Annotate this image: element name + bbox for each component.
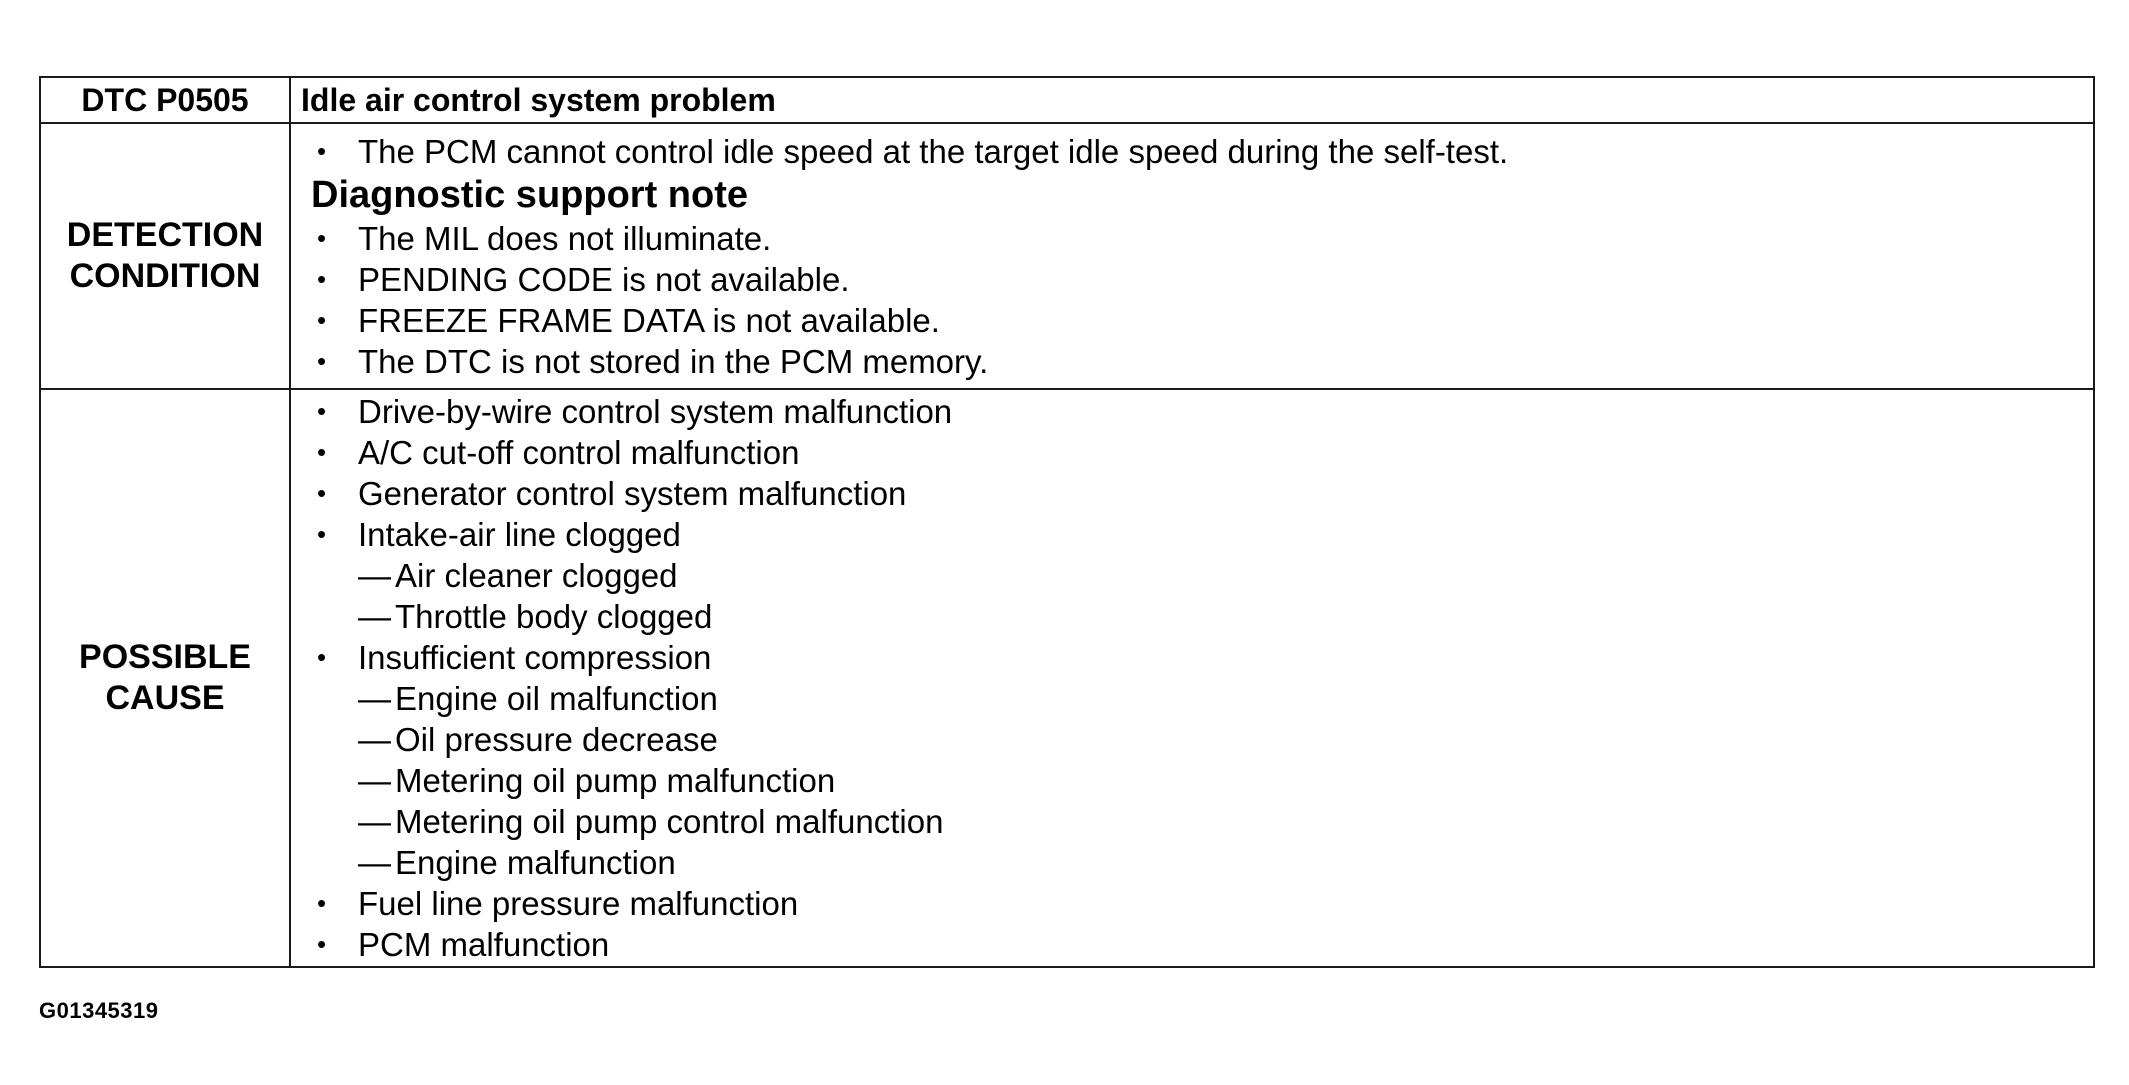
dash-icon: —	[358, 803, 391, 840]
cause-sub-item-text: Engine oil malfunction	[395, 680, 718, 717]
bullet-icon: •	[317, 437, 327, 467]
bullet-icon: •	[317, 519, 327, 549]
cause-item-text: Drive-by-wire control system malfunction	[358, 393, 953, 430]
detection-label-line1: DETECTION	[66, 216, 264, 254]
dtc-table	[39, 76, 2095, 968]
note-item	[311, 341, 2093, 382]
cause-sub-item	[311, 719, 2093, 760]
cause-item-text: A/C cut-off control malfunction	[358, 434, 800, 471]
detection-main-item	[311, 131, 2093, 172]
bullet-icon: •	[317, 135, 327, 166]
cause-sub-item	[311, 760, 2093, 801]
cause-sub-item-text: Air cleaner clogged	[395, 557, 678, 594]
bullet-icon: •	[317, 478, 327, 508]
diagnostic-note-heading: Diagnostic support note	[311, 173, 748, 216]
bullet-icon: •	[317, 929, 327, 959]
note-item-text: FREEZE FRAME DATA is not available.	[358, 301, 940, 339]
figure-id: G01345319	[39, 998, 159, 1023]
dash-icon: —	[358, 762, 391, 799]
bullet-icon: •	[317, 888, 327, 918]
cause-item-text: Fuel line pressure malfunction	[358, 885, 799, 922]
detection-content	[290, 123, 2094, 389]
cause-sub-item	[311, 678, 2093, 719]
detection-label	[40, 123, 290, 389]
cause-item	[311, 924, 2093, 965]
diagnostic-note-list	[311, 218, 2093, 382]
note-item-text: The MIL does not illuminate.	[358, 219, 772, 257]
dtc-title: Idle air control system problem	[290, 77, 2094, 123]
cause-sub-item-text: Throttle body clogged	[395, 598, 713, 635]
cause-item	[311, 514, 2093, 555]
note-item-text: PENDING CODE is not available.	[358, 260, 850, 298]
cause-item-text: Generator control system malfunction	[358, 475, 907, 512]
cause-label-line2: CAUSE	[105, 679, 225, 717]
note-item	[311, 218, 2093, 259]
bullet-icon: •	[317, 222, 327, 253]
bullet-icon: •	[317, 304, 327, 335]
cause-sub-item-text: Engine malfunction	[395, 844, 676, 881]
cause-sub-item-text: Oil pressure decrease	[395, 721, 718, 758]
bullet-icon: •	[317, 642, 327, 672]
cause-content	[290, 389, 2094, 967]
cause-item-text: PCM malfunction	[358, 926, 610, 963]
note-item	[311, 259, 2093, 300]
dash-icon: —	[358, 557, 391, 594]
bullet-icon: •	[317, 345, 327, 376]
note-item-text: The DTC is not stored in the PCM memory.	[358, 342, 989, 380]
detection-row	[40, 123, 2094, 389]
dtc-code: DTC P0505	[40, 77, 290, 123]
cause-item	[311, 391, 2093, 432]
header-row	[40, 77, 2094, 123]
dash-icon: —	[358, 844, 391, 881]
note-item	[311, 300, 2093, 341]
detection-label-line2: CONDITION	[69, 257, 261, 295]
bullet-icon: •	[317, 263, 327, 294]
cause-sub-item-text: Metering oil pump control malfunction	[395, 803, 944, 840]
cause-item	[311, 883, 2093, 924]
cause-sub-item	[311, 596, 2093, 637]
detection-main-text: The PCM cannot control idle speed at the target idle speed during the self-test.	[358, 132, 1509, 170]
cause-item	[311, 637, 2093, 678]
cause-sub-item	[311, 842, 2093, 883]
cause-item	[311, 432, 2093, 473]
cause-row	[40, 389, 2094, 967]
dash-icon: —	[358, 721, 391, 758]
cause-list	[311, 391, 2093, 965]
bullet-icon: •	[317, 396, 327, 426]
cause-label	[40, 389, 290, 967]
cause-sub-item	[311, 555, 2093, 596]
dash-icon: —	[358, 680, 391, 717]
cause-item-text: Intake-air line clogged	[358, 516, 681, 553]
cause-sub-item	[311, 801, 2093, 842]
cause-label-line1: POSSIBLE	[79, 638, 251, 676]
cause-item-text: Insufficient compression	[358, 639, 712, 676]
dash-icon: —	[358, 598, 391, 635]
cause-item	[311, 473, 2093, 514]
cause-sub-item-text: Metering oil pump malfunction	[395, 762, 836, 799]
